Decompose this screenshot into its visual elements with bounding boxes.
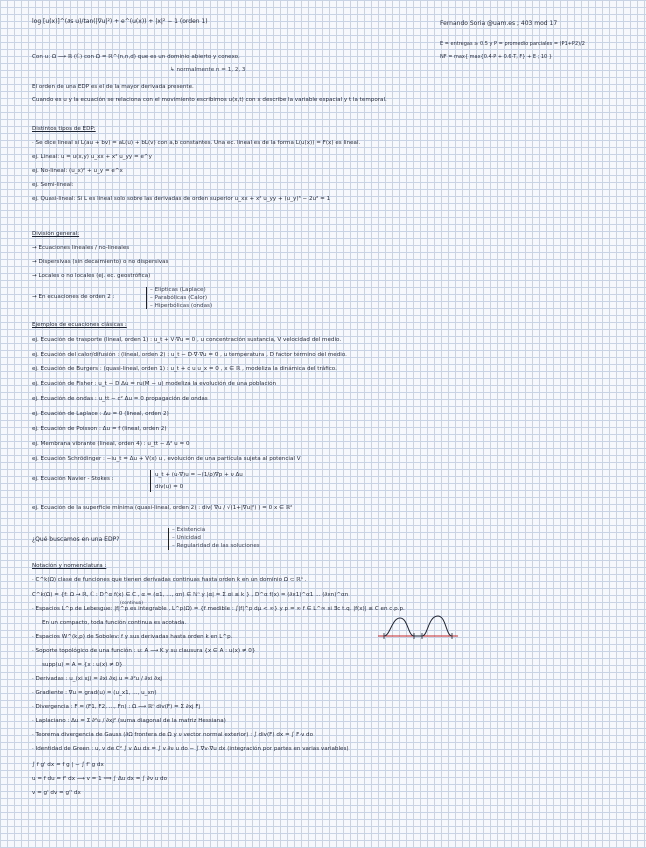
ejemplo-item: ej. Ecuación del calor/difusión : (lineal, orden 2) : u_t − D·∇·∇u = 0 , u temperatura , D factor término del medio.	[32, 352, 347, 358]
ejemplo-item: ej. Ecuación Schrödinger : −iu_t = Δu + V(x) u , evolución de una partícula sujeta al potencial V	[32, 456, 301, 462]
intro-line: Con u: Ω ⟶ ℝ (ℂ) con Ω = ℝ^(n,n,d) que es un dominio abierto y conexo.	[32, 54, 240, 60]
notacion-item: (continua)	[120, 601, 144, 606]
section-heading: Ejemplos de ecuaciones clásicas :	[32, 322, 127, 328]
ejemplo-item: ej. Ecuación de Fisher : u_t − D Δu = ru(M − u) modeliza la evolución de una población	[32, 381, 277, 387]
ejemplo-item: ej. Ecuación de Poisson : Δu = f (lineal, orden 2)	[32, 426, 167, 432]
division-item: → En ecuaciones de orden 2 :	[32, 294, 115, 300]
tipos-item: ej. No-lineal: (u_x)² + u_y = e^x	[32, 168, 123, 174]
notacion-item: En un compacto, toda función continua es acotada.	[42, 620, 187, 626]
busca-item: – Existencia	[172, 527, 206, 533]
division-item: → Dispersivas (sin decaimiento) o no dispersivas	[32, 259, 169, 265]
busca-question: ¿Qué buscamos en una EDP?	[32, 536, 120, 543]
intro-line: ↳ normalmente n = 1, 2, 3	[170, 67, 246, 73]
notacion-item: · Espacios L^p de Lebesgue: |f|^p es integrable , L^p(Ω) = {f medible : ∫|f|^p dμ < ∞} y p = ∞ f ∈ L^∞ si ∃c t.q. |f(x)| ≤ C en c.p.p.	[32, 606, 405, 612]
orden2-item: – Hiperbólicas (ondas)	[150, 303, 213, 309]
ejemplo-item: ej. Ecuación de ondas : u_tt − c² Δu = 0 propagación de ondas	[32, 396, 208, 402]
notacion-item: · Gradiente : ∇u = grad(u) = (u_x1, ..., u_xn)	[32, 690, 157, 696]
header-formula: log [u(x)]^(∂s u)/tan(|∇u|²) + e^(u(x)) + |x|² − 1 (orden 1)	[32, 18, 208, 25]
notacion-item: C^k(Ω) = {f: Ω → ℝ, ℂ : D^α f(x) ∈ C , α = (α1, ..., αn) ∈ ℕⁿ y |α| = Σ αi ≤ k } , D^α f(x) = (∂x1)^α1 ... (∂xn)^αn	[32, 592, 349, 598]
tipos-item: ej. Quasi-lineal: Si L es lineal solo sobre las derivadas de orden superior u_xx + x² u_yy + (u_y)³ − 2u² = 1	[32, 196, 331, 202]
notacion-item: supp(u) = A = {x : u(x) ≠ 0}	[42, 662, 123, 668]
notacion-item: · Laplaciano : Δu = Σ ∂²u / ∂xj² (suma diagonal de la matriz Hessiana)	[32, 718, 226, 724]
tipos-item: ej. Lineal: u = u(x,y) u_xx + x² u_yy = e^y	[32, 154, 152, 160]
notacion-item: ∫ f g' dx = f g | − ∫ f' g dx	[32, 762, 104, 768]
orden2-item: – Elípticas (Laplace)	[150, 287, 206, 293]
section-heading: Notación y nomenclatura :	[32, 563, 107, 569]
navier-stokes-line: u_t + (u·∇)u = −(1/ρ)∇p + ν Δu	[155, 472, 243, 478]
busca-item: – Regularidad de las soluciones	[172, 543, 260, 549]
section-heading: Distintos tipos de EDP:	[32, 126, 96, 132]
notacion-item: · Espacios W^(k,p) de Sobolev: f y sus derivadas hasta orden k en L^p.	[32, 634, 233, 640]
brace	[146, 287, 147, 309]
ejemplo-item: ej. Ecuación Navier - Stokes :	[32, 476, 114, 482]
tipos-item: · Se dice lineal si L(au + bv) = aL(u) + bL(v) con a,b constantes. Una ec. lineal es de la forma L(u(x)) = F(x) es lineal.	[32, 140, 361, 146]
intro-line: El orden de una EDP es el de la mayor derivada presente.	[32, 84, 194, 90]
ejemplo-item: ej. Ecuación de trasporte (lineal, orden 1) : u_t + V·∇u = 0 , u concentración sustancia, V velocidad del medio.	[32, 337, 342, 343]
notacion-item: · Soporte topológico de una función : u: A ⟶ K y su clausura {x ∈ A : u(x) ≠ 0}	[32, 648, 256, 654]
ejemplo-item: ej. Ecuación de Burgers : (quasi-lineal, orden 1) : u_t + c u u_x = 0 , x ∈ ℝ , modeliza la dinámica del tráfico.	[32, 366, 337, 372]
section-heading: División general:	[32, 231, 80, 237]
notacion-item: v = g' dv = g'' dx	[32, 790, 81, 796]
notacion-item: u = f du = f' dx ⟶ v = 1 ⟹ ∫ Δu dx = ∫ ∂ν u do	[32, 776, 168, 782]
orden2-item: – Parabólicas (Calor)	[150, 295, 208, 301]
grading-rule-2: NF = max{ max{0.4·P + 0.6·T, F} + E ; 10 }	[440, 54, 553, 60]
notacion-item: · Identidad de Green : u, v de C² ∫ v Δu dx = ∫ v ∂ν u do − ∫ ∇v·∇u dx (integración por partes en varias variables)	[32, 746, 349, 752]
intro-line: Cuando es u y la ecuación se relaciona con el movimiento escribimos u(x,t) con x describe la variable espacial y t la temporal.	[32, 97, 387, 103]
division-item: → Locales o no locales (ej. ec. geostrófica)	[32, 273, 151, 279]
notacion-item: · Divergencia : F = (F1, F2, ..., Fn) : Ω ⟶ ℝⁿ div(F) = Σ ∂xj Fj	[32, 704, 201, 710]
tipos-item: ej. Semi-lineal:	[32, 182, 74, 188]
busca-item: – Unicidad	[172, 535, 201, 541]
division-item: → Ecuaciones lineales / no-lineales	[32, 245, 130, 251]
notacion-item: · Teorema divergencia de Gauss (∂Ω frontera de Ω y ν vector normal exterior) : ∫ div(F) dx = ∫ F·ν do	[32, 732, 313, 738]
brace	[150, 470, 151, 492]
brace	[168, 528, 169, 550]
grading-rule-1: E = entregas ≥ 0.5 y P = promedio parciales = (P1+P2)/2	[440, 41, 585, 47]
navier-stokes-line: div(u) = 0	[155, 484, 184, 490]
author-line: Fernando Soria @uam.es ; 403 mod 17	[440, 20, 558, 27]
support-sketch	[376, 612, 460, 646]
notacion-item: · Derivadas : u_(xi xj) = ∂xi ∂xj u = ∂²u / ∂xi ∂xj	[32, 676, 162, 682]
notacion-item: · C^k(Ω) clase de funciones que tienen derivadas continuas hasta orden k en un dominio Ω ⊂ ℝⁿ .	[32, 577, 307, 583]
ejemplo-item: ej. Ecuación de la superficie mínima (quasi-lineal, orden 2) : div( ∇u / √(1+|∇u|²) ) = 0 x ∈ ℝ²	[32, 505, 293, 511]
ejemplo-item: ej. Membrana vibrante (lineal, orden 4) : u_tt − Δ² u = 0	[32, 441, 190, 447]
ejemplo-item: ej. Ecuación de Laplace : Δu = 0 (lineal, orden 2)	[32, 411, 169, 417]
sketch-curve	[384, 616, 452, 636]
